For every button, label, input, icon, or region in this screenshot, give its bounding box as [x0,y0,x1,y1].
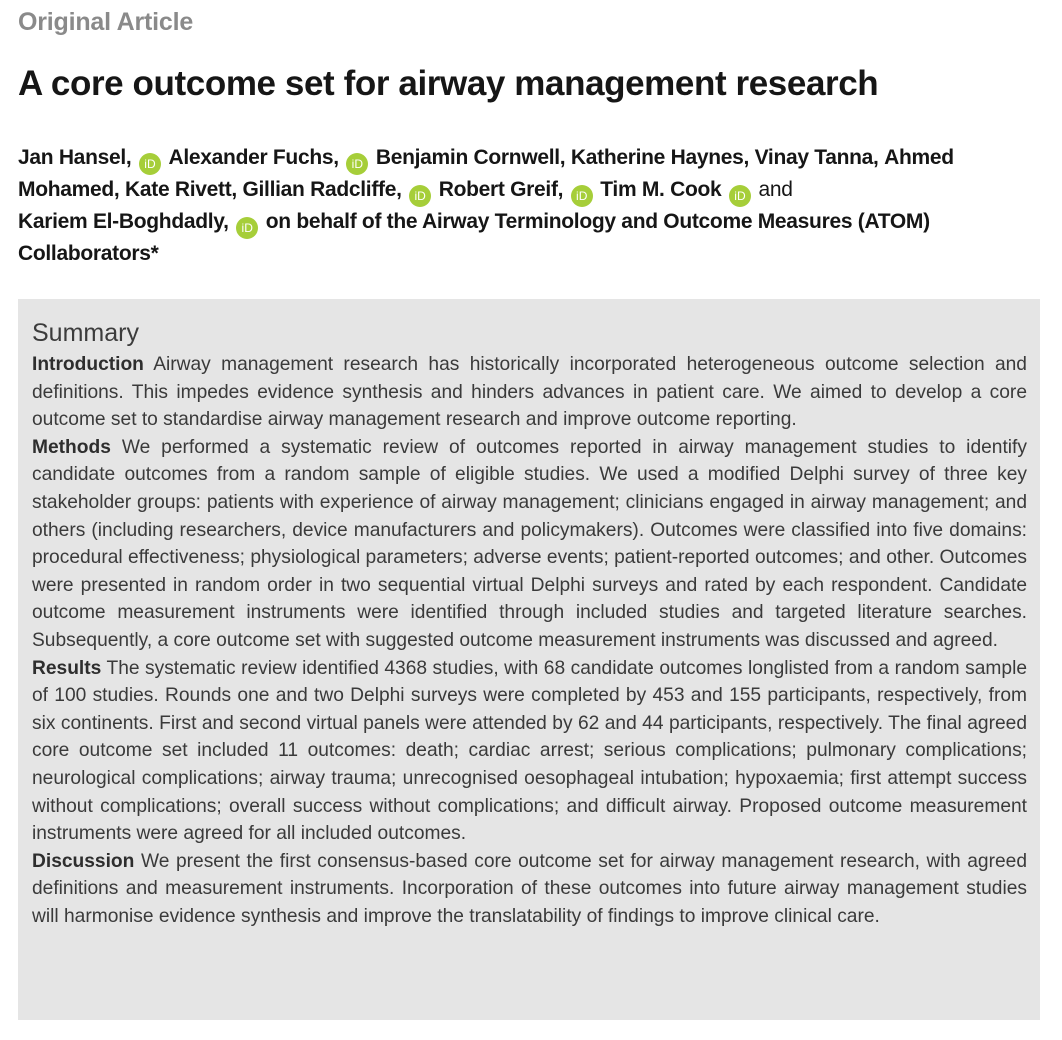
author-name[interactable]: Alexander Fuchs, [168,146,339,169]
author-name[interactable]: Vinay Tanna, [754,146,879,169]
summary-body [32,351,1027,930]
section-heading: Introduction [32,354,144,375]
summary-section-introduction [32,351,1027,434]
author-name[interactable]: Kate Rivett, [125,178,237,201]
orcid-icon[interactable]: iD [236,217,258,239]
article-type-label: Original Article [18,8,194,36]
summary-section-results [32,655,1027,848]
section-text: The systematic review identified 4368 studies, with 68 candidate outcomes longlisted from a random sample of 100 studies. Rounds one and two Delphi surveys were completed by 453 and 155 participants, respectively, from six continents. First and second virtual panels were attended by 62 and 44 participants, respectively. The final agreed core outcome set included 11 outcomes: death; cardiac arrest; serious complications; pulmonary complications; neurological complications; airway trauma; unrecognised oesophageal intubation; hypoxaemia; first attempt success without complications; overall success without complications; and difficult airway. Proposed outcome measurement instruments were agreed for all included outcomes. [32,657,1028,845]
summary-panel [18,299,1040,1020]
author-name[interactable]: Benjamin Cornwell, [375,146,566,169]
authors-conjunction: and [758,178,793,201]
author-name[interactable]: Kariem El-Boghdadly, [18,210,229,233]
author-name[interactable]: Gillian Radcliffe, [242,178,402,201]
summary-heading: Summary [32,319,139,347]
orcid-icon[interactable]: iD [409,185,431,207]
author-name[interactable]: Tim M. Cook [600,178,722,201]
article-title: A core outcome set for airway management research [18,64,879,103]
author-name[interactable]: Ahmed Mohamed, [18,146,954,201]
orcid-icon[interactable]: iD [571,185,593,207]
author-name[interactable]: Katherine Haynes, [570,146,750,169]
author-list [18,143,1028,269]
summary-section-methods [32,434,1027,655]
orcid-icon[interactable]: iD [729,185,751,207]
author-name[interactable]: Robert Greif, [438,178,564,201]
section-heading: Methods [32,436,111,458]
author-name[interactable]: Jan Hansel, [18,146,132,169]
section-text: We performed a systematic review of outcomes reported in airway management studies to identify candidate outcomes from a random sample of eligible studies. We used a modified Delphi survey of three key stakeholder groups: patients with experience of airway management; clinicians engaged in airway management; and others (including researchers, device manufacturers and policymakers). Outcomes were classified into five domains: procedural effectiveness; physiological parameters; adverse events; patient-reported outcomes; and other. Outcomes were presented in random order in two sequential virtual Delphi surveys and rated by each respondent. Candidate outcome measurement instruments were identified through included studies and targeted literature searches. Subsequently, a core outcome set with suggested outcome measurement instruments was discussed and agreed. [32,436,1027,651]
section-text: Airway management research has historically incorporated heterogeneous outcome selection and definitions. This impedes evidence synthesis and hinders advances in patient care. We aimed to develop a core outcome set to standardise airway management research and improve outcome reporting. [32,354,1027,431]
orcid-icon[interactable]: iD [139,153,161,175]
summary-section-discussion [32,848,1027,931]
section-heading: Results [32,657,102,679]
collaborators-note: on behalf of the Airway Terminology and Outcome Measures (ATOM) Collaborators* [18,210,930,265]
section-heading: Discussion [32,850,135,872]
orcid-icon[interactable]: iD [346,153,368,175]
section-text: We present the first consensus-based core outcome set for airway management research, with agreed definitions and measurement instruments. Incorporation of these outcomes into future airway management studies will harmonise evidence synthesis and improve the translatability of findings to improve clinical care. [32,850,1027,927]
